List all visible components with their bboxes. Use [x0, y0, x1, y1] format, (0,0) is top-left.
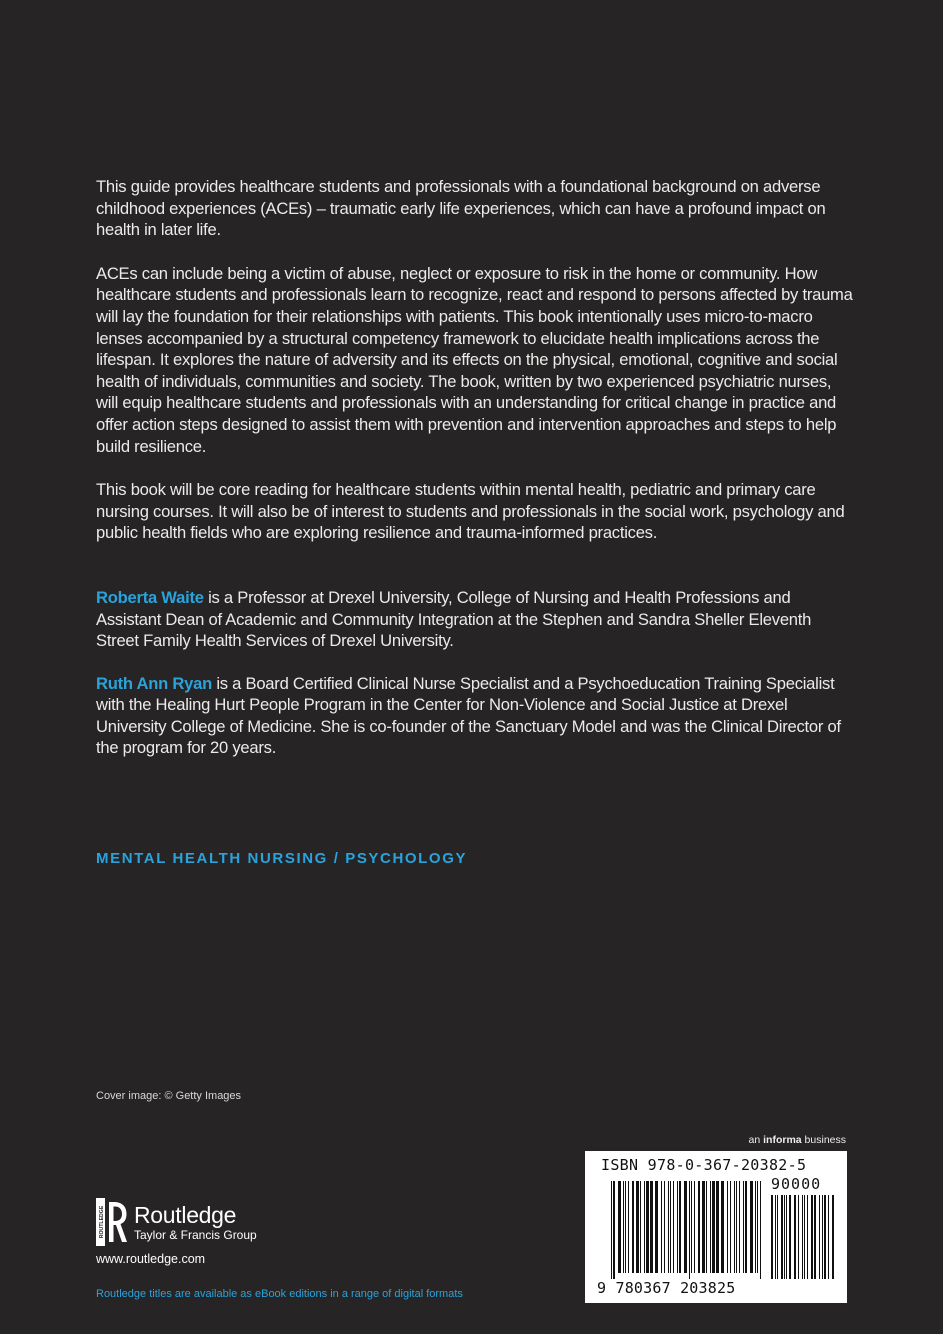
author-name-2: Ruth Ann Ryan	[96, 673, 212, 693]
barcode-bar	[613, 1181, 615, 1279]
barcode-bar	[706, 1181, 707, 1273]
addon-bar	[822, 1195, 823, 1279]
isbn-barcode	[585, 1151, 847, 1303]
author-bio-2	[96, 673, 856, 759]
barcode-bar	[755, 1181, 756, 1273]
barcode-bar	[698, 1181, 700, 1273]
barcode-bar	[684, 1181, 687, 1273]
barcode-bar	[760, 1181, 761, 1279]
logo-vertical-label: ROUTLEDGE	[99, 1205, 105, 1239]
addon-bar	[804, 1195, 805, 1279]
isbn-text: ISBN 978-0-367-20382-5	[601, 1156, 807, 1174]
barcode-bar	[712, 1181, 715, 1273]
addon-bar	[771, 1195, 773, 1279]
addon-bar	[786, 1195, 787, 1279]
author-bios	[96, 587, 856, 759]
author-bio-1	[96, 587, 856, 652]
addon-bar	[811, 1195, 813, 1279]
barcode-bar	[625, 1181, 626, 1273]
publisher-block	[96, 1198, 257, 1266]
barcode-bar	[655, 1181, 658, 1273]
publisher-name: Routledge	[134, 1201, 237, 1228]
informa-business-tag	[749, 1134, 846, 1146]
barcode-bar	[670, 1181, 671, 1273]
barcode-bar	[689, 1181, 690, 1279]
barcode-bar	[623, 1181, 624, 1273]
routledge-logo-icon	[96, 1198, 128, 1246]
author-bio-text-2: is a Board Certified Clinical Nurse Specialist and a Psychoeducation Training Specialist with the Healing Hurt People Program in the Center for Non-Violence and Social Justice at Drexel University College of Medicine. She is co-founder of the Sanctuary Model and was the Clinical Director of the program for 20 years.	[96, 673, 841, 758]
blurb-paragraph-2: ACEs can include being a victim of abuse, neglect or exposure to risk in the home or community. How healthcare students and professionals learn to recognize, react and respond to persons affected by trauma will lay the foundation for their relationships with patients. This book intentionally uses micro-to-macro lenses accompanied by a structural competency framework to elucidate health implications across the lifespan. It explores the nature of adversity and its effects on the physical, emotional, cognitive and social health of individuals, communities and society. The book, written by two experienced psychiatric nurses, will equip healthcare students and professionals with an understanding for critical change in practice and offer action steps designed to assist them with prevention and intervention approaches and steps to help build resilience.	[96, 263, 853, 456]
addon-bar	[775, 1195, 776, 1279]
addon-bar	[777, 1195, 778, 1279]
barcode-bar	[644, 1181, 645, 1273]
barcode-bar	[677, 1181, 678, 1273]
barcode-bar	[750, 1181, 753, 1273]
publisher-logo	[96, 1198, 257, 1246]
back-cover-blurb	[96, 176, 856, 780]
addon-bar	[807, 1195, 808, 1279]
barcode-bar	[636, 1181, 639, 1273]
barcode-bar	[710, 1181, 711, 1273]
addon-bar	[798, 1195, 799, 1279]
blurb-paragraph-3: This book will be core reading for healthcare students within mental health, pediatric and primary care nursing courses. It will also be of interest to students and professionals in the social work, psychology and public health fields who are exploring resilience and trauma-informed practices.	[96, 480, 845, 543]
price-addon-digits: 90000	[771, 1175, 822, 1193]
barcode-bar	[739, 1181, 740, 1273]
publisher-url: www.routledge.com	[96, 1252, 206, 1266]
addon-bar	[789, 1195, 791, 1279]
barcode-bar	[691, 1181, 692, 1273]
barcode-bar	[727, 1181, 728, 1273]
barcode-bar	[628, 1181, 629, 1273]
cover-image-credit: Cover image: © Getty Images	[96, 1090, 242, 1102]
barcode-bar	[743, 1181, 744, 1273]
barcode-bar	[632, 1181, 634, 1273]
barcode-bar	[661, 1181, 662, 1273]
publisher-group: Taylor & Francis Group	[134, 1227, 257, 1242]
barcode-bar	[716, 1181, 719, 1273]
barcode-bar	[702, 1181, 705, 1273]
barcode-bar	[650, 1181, 653, 1273]
addon-bar	[781, 1195, 783, 1279]
addon-bar	[784, 1195, 785, 1279]
addon-bar	[828, 1195, 829, 1279]
informa-prefix: an	[748, 1134, 764, 1146]
blurb-paragraph-1: This guide provides healthcare students and professionals with a foundational background on adverse childhood experiences (ACEs) – traumatic early life experiences, which can have a profound impact on health in later life.	[96, 177, 826, 240]
barcode-bar	[745, 1181, 747, 1273]
author-bio-text-1: is a Professor at Drexel University, College of Nursing and Health Professions and Assistant Dean of Academic and Community Integration at the Stephen and Sandra Sheller Eleventh Street Family Health Services of Drexel University.	[96, 587, 812, 651]
barcode-bar	[673, 1181, 674, 1273]
author-name-1: Roberta Waite	[96, 587, 204, 607]
barcode-bar	[618, 1181, 621, 1273]
barcode-bar	[611, 1181, 612, 1279]
informa-suffix: business	[801, 1134, 846, 1146]
barcode-bar	[721, 1181, 724, 1273]
ebook-note: Routledge titles are available as eBook editions in a range of digital formats	[96, 1288, 463, 1300]
addon-bar	[814, 1195, 816, 1279]
barcode-bar	[679, 1181, 681, 1273]
barcode-bar	[730, 1181, 731, 1273]
barcode-bar	[668, 1181, 669, 1273]
subject-category: MENTAL HEALTH NURSING / PSYCHOLOGY	[96, 850, 468, 867]
barcode-bar	[664, 1181, 665, 1273]
ean-digits: 9 780367 203825	[597, 1279, 736, 1297]
barcode-bar	[736, 1181, 737, 1273]
addon-bar	[819, 1195, 820, 1279]
barcode-bar	[640, 1181, 641, 1273]
addon-bar	[824, 1195, 826, 1279]
informa-brand: informa	[763, 1134, 802, 1146]
barcode-bar	[734, 1181, 735, 1273]
barcode-bar	[694, 1181, 695, 1273]
publisher-text	[134, 1203, 257, 1242]
addon-bar	[794, 1195, 796, 1279]
addon-bar	[802, 1195, 803, 1279]
barcode-bar	[646, 1181, 649, 1273]
addon-bar	[832, 1195, 834, 1279]
barcode-bar	[757, 1181, 758, 1273]
